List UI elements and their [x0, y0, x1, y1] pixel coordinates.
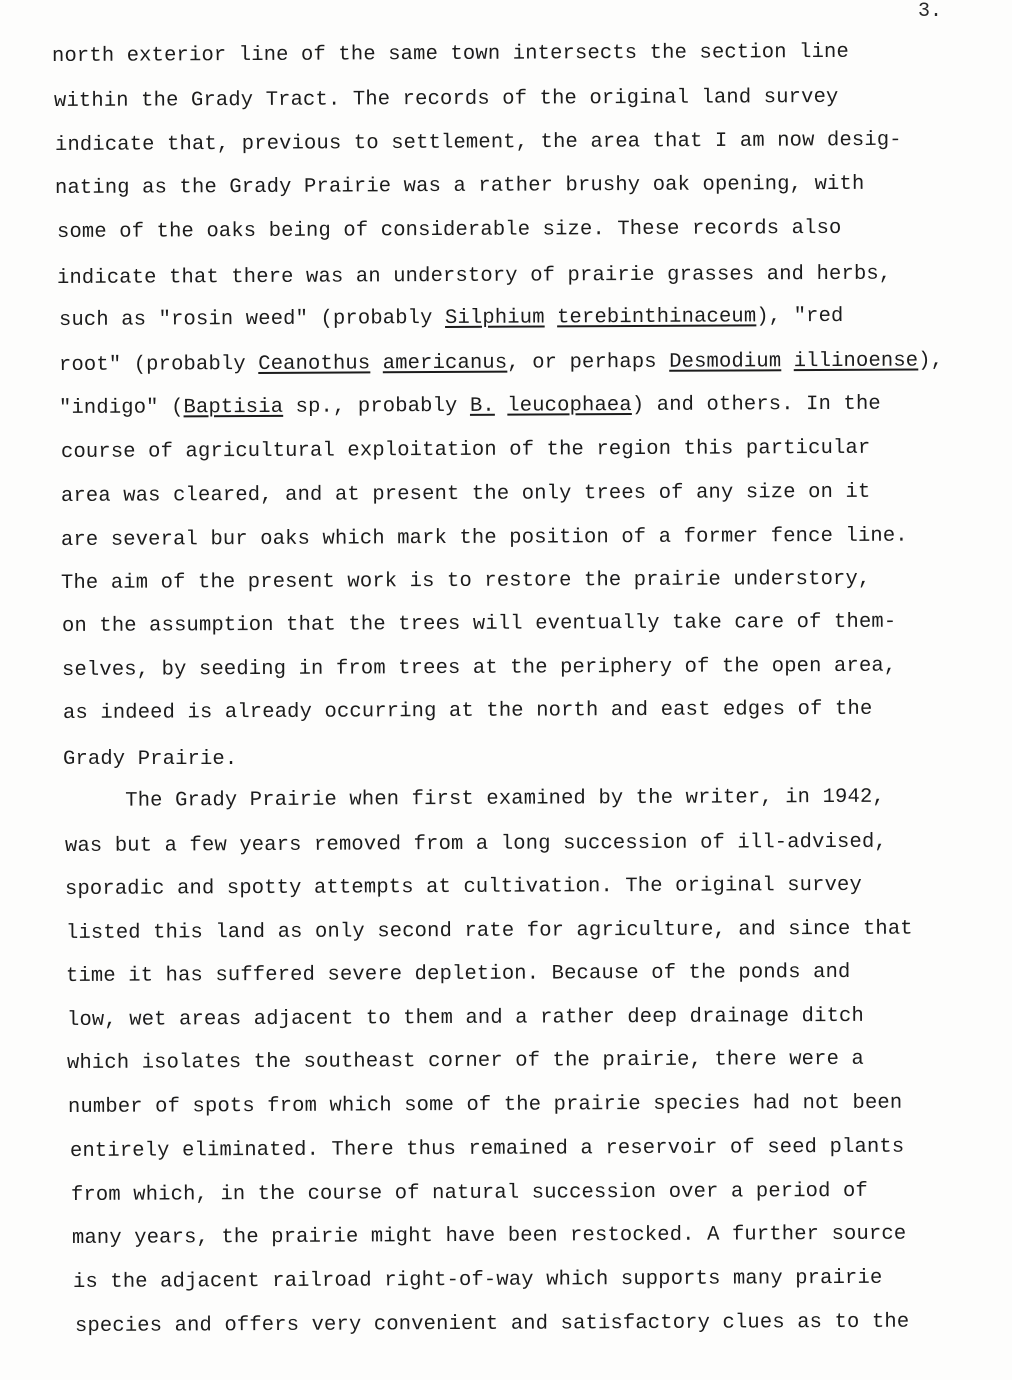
text-segment — [781, 350, 794, 373]
text-segment: sp., probably — [283, 394, 470, 419]
text-line: selves, by seeding in from trees at the periphery of the open area, — [61, 654, 897, 682]
text-line: number of spots from which some of the prairie species had not been — [67, 1091, 903, 1119]
text-line: is the adjacent railroad right-of-way which supports many prairie — [72, 1266, 883, 1294]
text-segment — [495, 395, 508, 418]
text-line: course of agricultural exploitation of the region this particular — [60, 436, 871, 464]
species-name: Desmodium — [669, 350, 782, 374]
species-name: americanus — [382, 351, 508, 376]
text-line: was but a few years removed from a long succession of ill-advised, — [64, 830, 887, 858]
text-line — [59, 348, 943, 379]
species-name: terebinthinaceum — [557, 305, 757, 330]
text-segment: "indigo" ( — [58, 396, 184, 420]
text-line: listed this land as only second rate for agriculture, and since that — [65, 917, 913, 945]
text-line: low, wet areas adjacent to them and a rather deep drainage ditch — [66, 1004, 864, 1032]
text-segment: ), "red — [756, 304, 844, 329]
text-line: The Grady Prairie when first examined by the writer, in 1942, — [62, 785, 885, 813]
text-segment: ) and others. In the — [631, 392, 881, 418]
text-line: many years, the prairie might have been restocked. A further source — [71, 1222, 907, 1250]
species-name: leucophaea — [507, 394, 632, 418]
text-line: on the assumption that the trees will eventually take care of them- — [61, 610, 897, 638]
text-line: some of the oaks being of considerable size. These records also — [56, 216, 842, 244]
text-segment: ), — [918, 349, 944, 373]
text-segment: such as "rosin weed" (probably — [58, 306, 446, 332]
text-line: The aim of the present work is to restore the prairie understory, — [60, 567, 871, 595]
text-line: area was cleared, and at present the only trees of any size on it — [60, 480, 871, 508]
text-line: north exterior line of the same town intersects the section line — [51, 40, 849, 68]
text-segment — [370, 352, 383, 375]
text-line: sporadic and spotty attempts at cultivation. The original survey — [64, 873, 862, 901]
text-line: within the Grady Tract. The records of the original land survey — [53, 85, 839, 113]
species-name: B. — [469, 394, 495, 418]
text-line: which isolates the southeast corner of the prairie, there were a — [66, 1047, 864, 1075]
text-line: Grady Prairie. — [63, 748, 238, 771]
text-line: from which, in the course of natural succession over a period of — [70, 1179, 868, 1207]
text-line: are several bur oaks which mark the position of a former fence line. — [60, 524, 908, 552]
text-line: indicate that there was an understory of prairie grasses and herbs, — [56, 262, 892, 290]
text-segment — [545, 306, 558, 329]
species-name: illinoense — [793, 349, 919, 374]
page-number: 3. — [918, 0, 943, 23]
text-line: as indeed is already occurring at the north and east edges of the — [62, 697, 873, 725]
text-line: species and offers very convenient and satisfactory clues as to the — [74, 1310, 910, 1338]
species-name: Baptisia — [183, 395, 284, 420]
text-line: indicate that, previous to settlement, the area that I am now desig- — [54, 128, 902, 157]
species-name: Ceanothus — [258, 352, 371, 376]
text-line — [59, 392, 881, 422]
text-segment: , or perhaps — [507, 350, 670, 375]
species-name: Silphium — [444, 306, 545, 330]
text-line: entirely eliminated. There thus remained a reservoir of seed plants — [69, 1135, 905, 1163]
text-line: nating as the Grady Prairie was a rather brushy oak opening, with — [54, 172, 865, 200]
text-segment: root" (probably — [58, 352, 259, 377]
text-line: time it has suffered severe depletion. Because of the ponds and — [65, 960, 851, 988]
text-line — [59, 304, 844, 334]
